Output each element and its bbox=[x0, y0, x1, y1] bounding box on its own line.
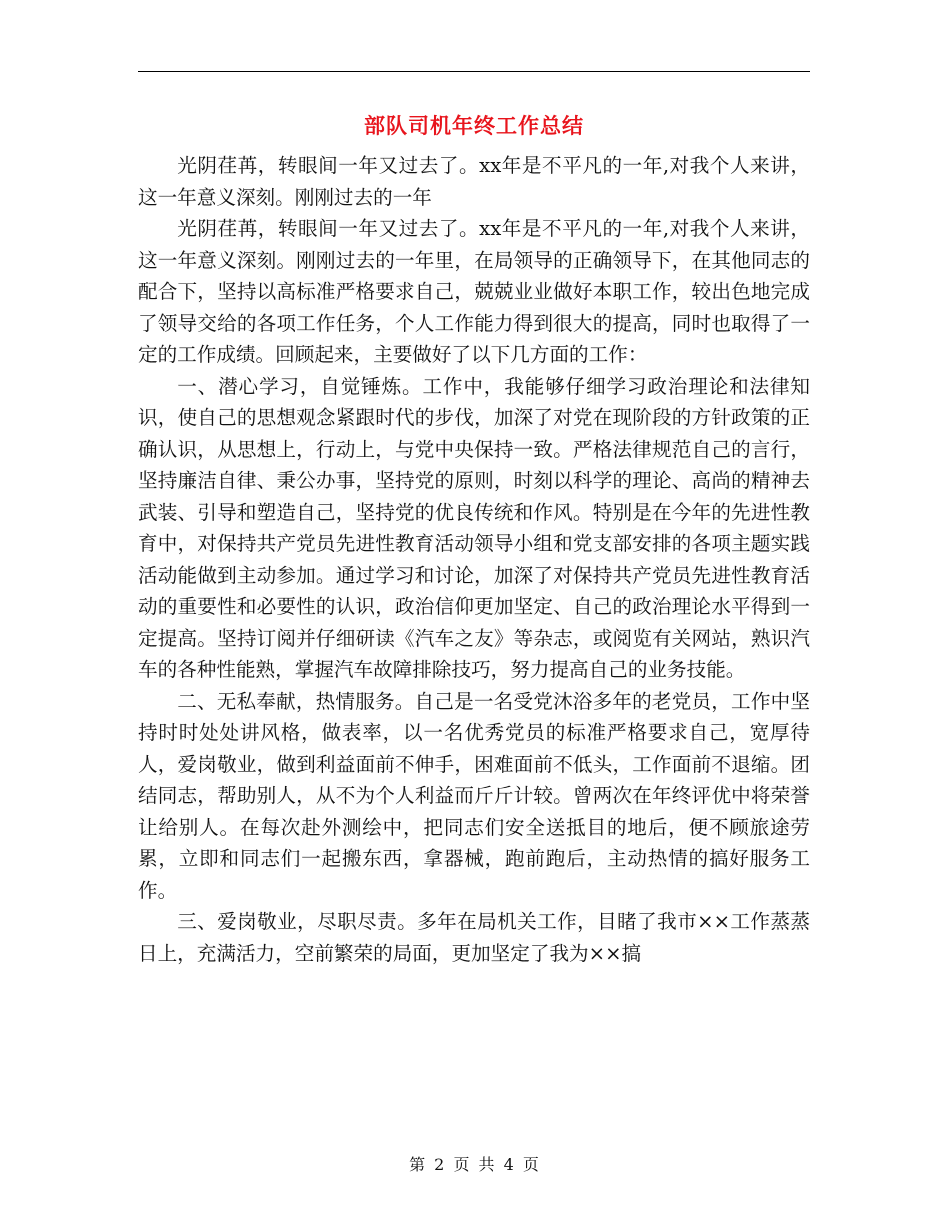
paragraph-section-3: 三、爱岗敬业，尽职尽责。多年在局机关工作，目睹了我市××工作蒸蒸日上，充满活力，空前繁荣的局面，更加坚定了我为××搞 bbox=[138, 910, 810, 965]
page-number: 第 2 页 共 4 页 bbox=[409, 1155, 541, 1174]
document-title: 部队司机年终工作总结 bbox=[364, 114, 584, 138]
paragraph-intro: 光阴荏苒，转眼间一年又过去了。xx年是不平凡的一年,对我个人来讲，这一年意义深刻。刚刚过去的一年 bbox=[138, 154, 810, 209]
paragraph-section-1: 一、潜心学习，自觉锤炼。工作中，我能够仔细学习政治理论和法律知识，使自己的思想观念紧跟时代的步伐，加深了对党在现阶段的方针政策的正确认识，从思想上，行动上，与党中央保持一致。严格法律规范自己的言行，坚持廉洁自律、秉公办事，坚持党的原则，时刻以科学的理论、高尚的精神去武装、引导和塑造自己，坚持党的优良传统和作风。特别是在今年的先进性教育中，对保持共产党员先进性教育活动领导小组和党支部安排的各项主题实践活动能做到主动参加。通过学习和讨论，加深了对保持共产党员先进性教育活动的重要性和必要性的认识，政治信仰更加坚定、自己的政治理论水平得到一定提高。坚持订阅并仔细研读《汽车之友》等杂志，或阅览有关网站，熟识汽车的各种性能熟，掌握汽车故障排除技巧，努力提高自己的业务技能。 bbox=[138, 374, 810, 681]
document-body bbox=[138, 150, 810, 969]
paragraph-section-2: 二、无私奉献，热情服务。自己是一名受党沐浴多年的老党员，工作中坚持时时处处讲风格，做表率，以一名优秀党员的标准严格要求自己，宽厚待人，爱岗敬业，做到利益面前不伸手，困难面前不低头，工作面前不退缩。团结同志，帮助别人，从不为个人利益而斤斤计较。曾两次在年终评优中将荣誉让给别人。在每次赴外测绘中，把同志们安全送抵目的地后，便不顾旅途劳累，立即和同志们一起搬东西，拿器械，跑前跑后，主动热情的搞好服务工作。 bbox=[138, 689, 810, 902]
paragraph-overview: 光阴荏苒，转眼间一年又过去了。xx年是不平凡的一年,对我个人来讲，这一年意义深刻。刚刚过去的一年里，在局领导的正确领导下，在其他同志的配合下，坚持以高标准严格要求自己，兢兢业业做好本职工作，较出色地完成了领导交给的各项工作任务，个人工作能力得到很大的提高，同时也取得了一定的工作成绩。回顾起来，主要做好了以下几方面的工作： bbox=[138, 217, 810, 366]
header-rule bbox=[138, 71, 810, 72]
